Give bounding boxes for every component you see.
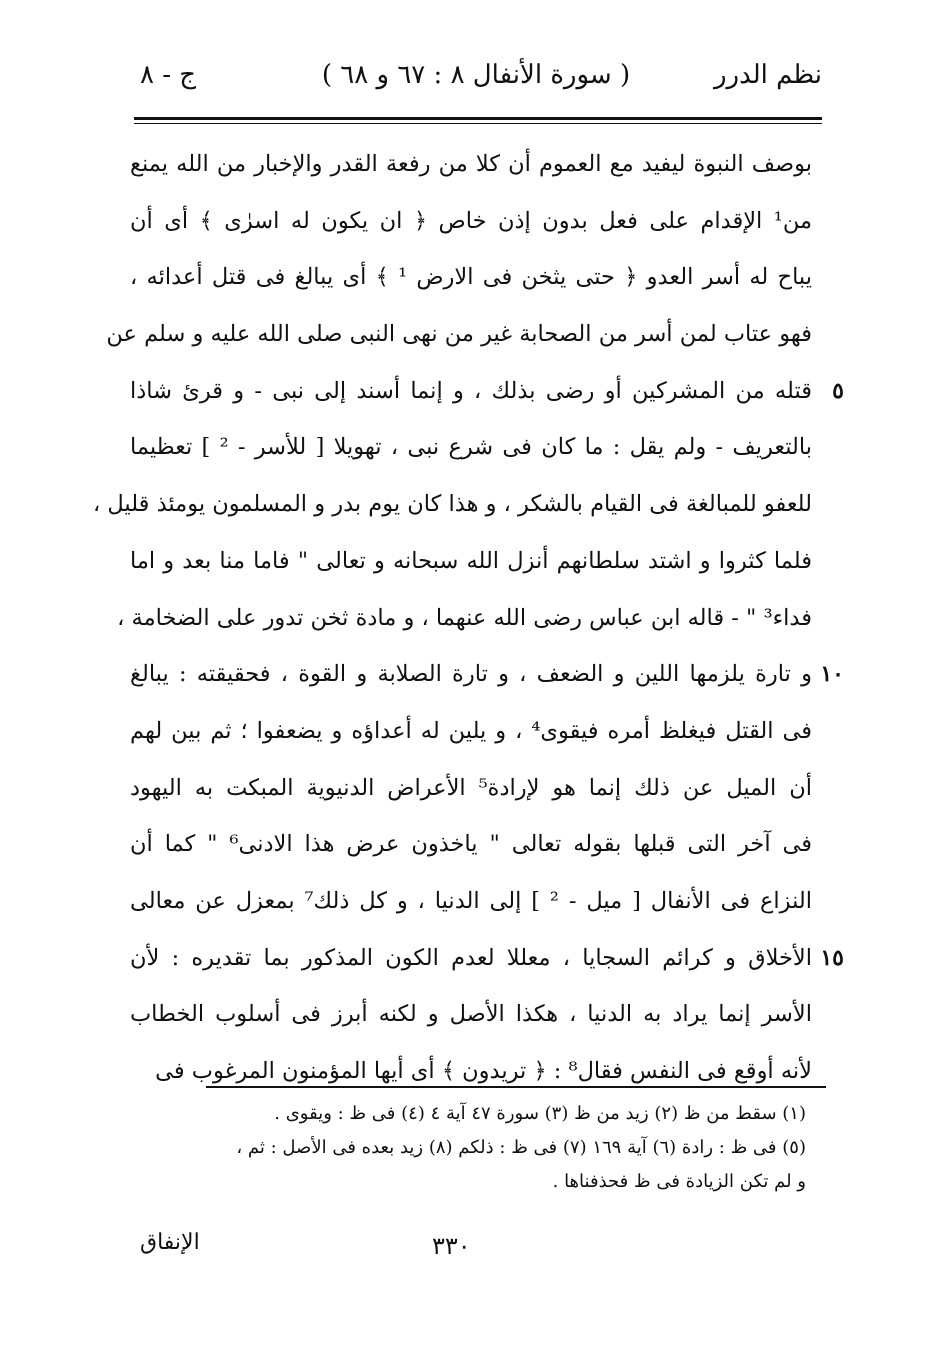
line-text: من¹ الإقدام على فعل بدون إذن خاص ﴿ ان يكون له اسرٰى ﴾ أى أن — [130, 207, 812, 234]
footnote-line: و لم تكن الزيادة فى ظ فحذفناها . — [552, 1171, 806, 1192]
line-text: فهو عتاب لمن أسر من الصحابة غير من نهى النبى صلى الله عليه و سلم عن — [106, 321, 812, 348]
line-text: بوصف النبوة ليفيد مع العموم أن كلا من رفعة القدر والإخبار من الله يمنع — [130, 151, 812, 177]
line-text: و تارة يلزمها اللين و الضعف ، و تارة الصلابة و القوة ، فحقيقته : يبالغ — [130, 661, 812, 688]
line-text: لأنه أوقع فى النفس فقال⁸ : ﴿ تريدون ﴾ أى أيها المؤمنون المرغوب فى — [155, 1058, 812, 1084]
footnote-line: (١) سقط من ظ (٢) زيد من ظ (٣) سورة ٤٧ آية ٤ (٤) فى ظ : ويقوى . — [274, 1103, 806, 1124]
line-text: الأخلاق و كرائم السجايا ، معللا لعدم الكون المذكور بما تقديره : لأن — [130, 944, 812, 971]
header-rule-thin — [134, 123, 822, 124]
line-number: ١٥ — [820, 944, 844, 971]
line-text: أن الميل عن ذلك إنما هو لإرادة⁵ الأعراض الدنيوية المبكت به اليهود — [130, 774, 812, 801]
footnotes — [134, 1097, 826, 1199]
text-line — [130, 363, 844, 420]
page-number: ٣٣٠ — [432, 1232, 471, 1260]
line-text: فى آخر التى قبلها بقوله تعالى " ياخذون عرض هذا الادنى⁶ " كما أن — [130, 831, 813, 858]
text-line — [130, 136, 822, 193]
text-line — [130, 986, 822, 1043]
volume-number: ج - ٨ — [140, 60, 197, 90]
running-header — [130, 56, 822, 104]
text-line — [130, 930, 844, 987]
text-line — [130, 873, 822, 930]
line-text: الأسر إنما يراد به الدنيا ، هكذا الأصل و لكنه أبرز فى أسلوب الخطاب — [130, 1001, 812, 1028]
line-text: قتله من المشركين أو رضى بذلك ، و إنما أسند إلى نبى - و قرئ شاذا — [130, 377, 812, 404]
book-title: نظم الدرر — [713, 60, 822, 90]
footnote-separator — [206, 1086, 826, 1088]
text-line — [117, 590, 822, 647]
header-rule — [134, 117, 822, 120]
catchword: الإنفاق — [140, 1230, 200, 1255]
line-text: فلما كثروا و اشتد سلطانهم أنزل الله سبحانه و تعالى " فاما منا بعد و اما — [130, 547, 812, 574]
line-text: فداء³ " - قاله ابن عباس رضى الله عنهما ، و مادة ثخن تدور على الضخامة ، — [117, 604, 812, 631]
text-line — [130, 646, 844, 703]
text-line — [130, 419, 822, 476]
line-text: فى القتل فيغلظ أمره فيقوى⁴ ، و يلين له أعداؤه و يضعفوا ؛ ثم بين لهم — [130, 717, 813, 744]
text-line — [130, 703, 822, 760]
surah-reference: ( سورة الأنفال ٨ : ٦٧ و ٦٨ ) — [321, 60, 631, 90]
line-text: النزاع فى الأنفال [ ميل - ² ] إلى الدنيا ، و كل ذلك⁷ بمعزل عن معالى — [130, 887, 812, 914]
line-text: للعفو للمبالغة فى القيام بالشكر ، و هذا كان يوم بدر و المسلمون يومئذ قليل ، — [92, 491, 812, 518]
line-number: ٥ — [832, 377, 844, 404]
line-number: ١٠ — [820, 661, 844, 688]
text-line — [92, 476, 822, 533]
text-line — [130, 249, 822, 306]
line-text: بالتعريف - ولم يقل : ما كان فى شرع نبى ، تهويلا [ للأسر - ² ] تعظيما — [130, 434, 812, 461]
text-line — [106, 306, 822, 363]
line-text: يباح له أسر العدو ﴿ حتى يثخن فى الارض ¹ ﴾ أى يبالغ فى قتل أعدائه ، — [130, 264, 812, 291]
text-line — [130, 193, 822, 250]
body-text — [92, 136, 844, 1100]
text-line — [130, 1043, 822, 1100]
footnote-line: (٥) فى ظ : رادة (٦) آية ١٦٩ (٧) فى ظ : ذلكم (٨) زيد بعده فى الأصل : ثم ، — [236, 1137, 806, 1158]
text-line — [130, 816, 822, 873]
text-line — [130, 760, 822, 817]
text-line — [130, 533, 822, 590]
